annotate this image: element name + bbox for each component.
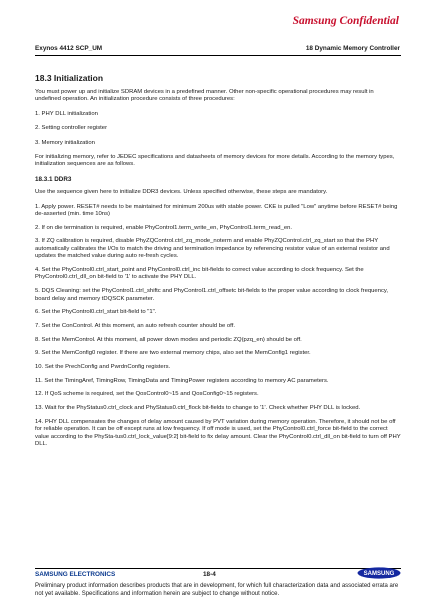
step-item: 8. Set the MemControl. At this moment, all power down modes and periodic ZQ(pzq_en) should be off. — [35, 336, 302, 343]
jedec-note: For initializing memory, refer to JEDEC specifications and datasheets of memory devices for more details. According to the memory types, initialization sequences are as follows. — [35, 154, 395, 168]
logo-text: SAMSUNG — [363, 571, 395, 578]
step-item: 14. PHY DLL compensates the changes of delay amount caused by PVT variation during memory operation. Therefore, it should not be off for reliable operation. It can be off except runs at low frequency. If off mode is used, set the PhyControl0.ctrl_force bit-field to the correct value according to the PhySta-tus0.ctrl_lock_value[9:2] bit-field to fix delay amount. Clear the PhyControl0.ctrl_dll_on bit-field to turn off PHY DLL. — [35, 418, 401, 448]
chapter-title: 18 Dynamic Memory Controller — [305, 45, 400, 52]
confidential-label: Samsung Confidential — [292, 15, 399, 27]
step-item: 13. Wait for the PhyStatus0.ctrl_clock and PhyStatus0.ctrl_flock bit-fields to change to '1'. Check whether PHY DLL is locked. — [35, 405, 361, 412]
step-item: 12. If QoS scheme is required, set the QosControl0~15 and QosConfig0~15 registers. — [35, 391, 259, 398]
procedure-item: 1. PHY DLL initialization — [35, 110, 98, 117]
header-divider — [35, 55, 401, 56]
document-name: Exynos 4412 SCP_UM — [35, 45, 103, 52]
step-item: 9. Set the MemConfig0 register. If there are two external memory chips, also set the MemConfig1 register. — [35, 350, 311, 357]
step-item: 2. If on die termination is required, enable PhyControl1.term_write_en, PhyControl1.term_read_en. — [35, 224, 293, 231]
disclaimer-text: Preliminary product information describes products that are in development, for which full characterization data and associated errata are not yet available. Specifications and information herein are subject to change without notice. — [35, 583, 399, 597]
subsection-intro: Use the sequence given here to initialize DDR3 devices. Unless specified otherwise, these steps are mandatory. — [35, 189, 328, 196]
step-item: 6. Set the PhyControl0.ctrl_start bit-field to "1". — [35, 309, 157, 316]
step-item: 1. Apply power. RESET# needs to be maintained for minimum 200us with stable power. CKE is pulled "Low" anytime before RESET# being de-asserted (min. time 10ns) — [35, 203, 398, 218]
step-item: 3. If ZQ calibration is required, disable PhyZQControl.ctrl_zq_mode_noterm and enable PhyZQControl.ctrl_zq_start so that the PHY automatically calibrates the I/Os to match the driving and termination impedance by referencing resistor value of an external resistor and updates the matched value during auto re-fresh cycles. — [35, 238, 390, 260]
step-item: 4. Set the PhyControl0.ctrl_start_point and PhyControl0.ctrl_inc bit-fields to correct value according to clock frequency. Set the PhyControl0.ctrl_dll_on bit-field to '1' to activate the PHY DLL. — [35, 266, 364, 281]
page-number: 18-4 — [203, 571, 216, 578]
subsection-heading: 18.3.1 DDR3 — [35, 175, 72, 183]
step-item: 5. DQS Cleaning: set the PhyControl1.ctrl_shiftc and PhyControl1.ctrl_offsetc bit-fields to the proper value according to clock frequency, board delay and memory tDQSCK parameter. — [35, 288, 389, 302]
company-name: SAMSUNG ELECTRONICS — [35, 571, 116, 578]
footer-divider — [35, 568, 401, 569]
step-item: 11. Set the TimingAref, TimingRow, TimingData and TimingPower registers according to memory AC parameters. — [35, 377, 329, 384]
step-item: 7. Set the ConControl. At this moment, an auto refresh counter should be off. — [35, 322, 235, 329]
procedure-item: 2. Setting controller register — [35, 125, 108, 132]
step-item: 10. Set the PrechConfig and PwrdnConfig registers. — [35, 364, 171, 371]
section-intro: You must power up and initialize SDRAM devices in a predefined manner. Other non-specific operational procedures may result in undefined operation. An initialization procedure consists of three procedures: — [35, 89, 374, 103]
procedure-item: 3. Memory initialization — [35, 139, 95, 146]
page-content — [35, 73, 401, 455]
section-heading: 18.3 Initialization — [35, 73, 104, 83]
samsung-logo-icon — [357, 567, 401, 579]
